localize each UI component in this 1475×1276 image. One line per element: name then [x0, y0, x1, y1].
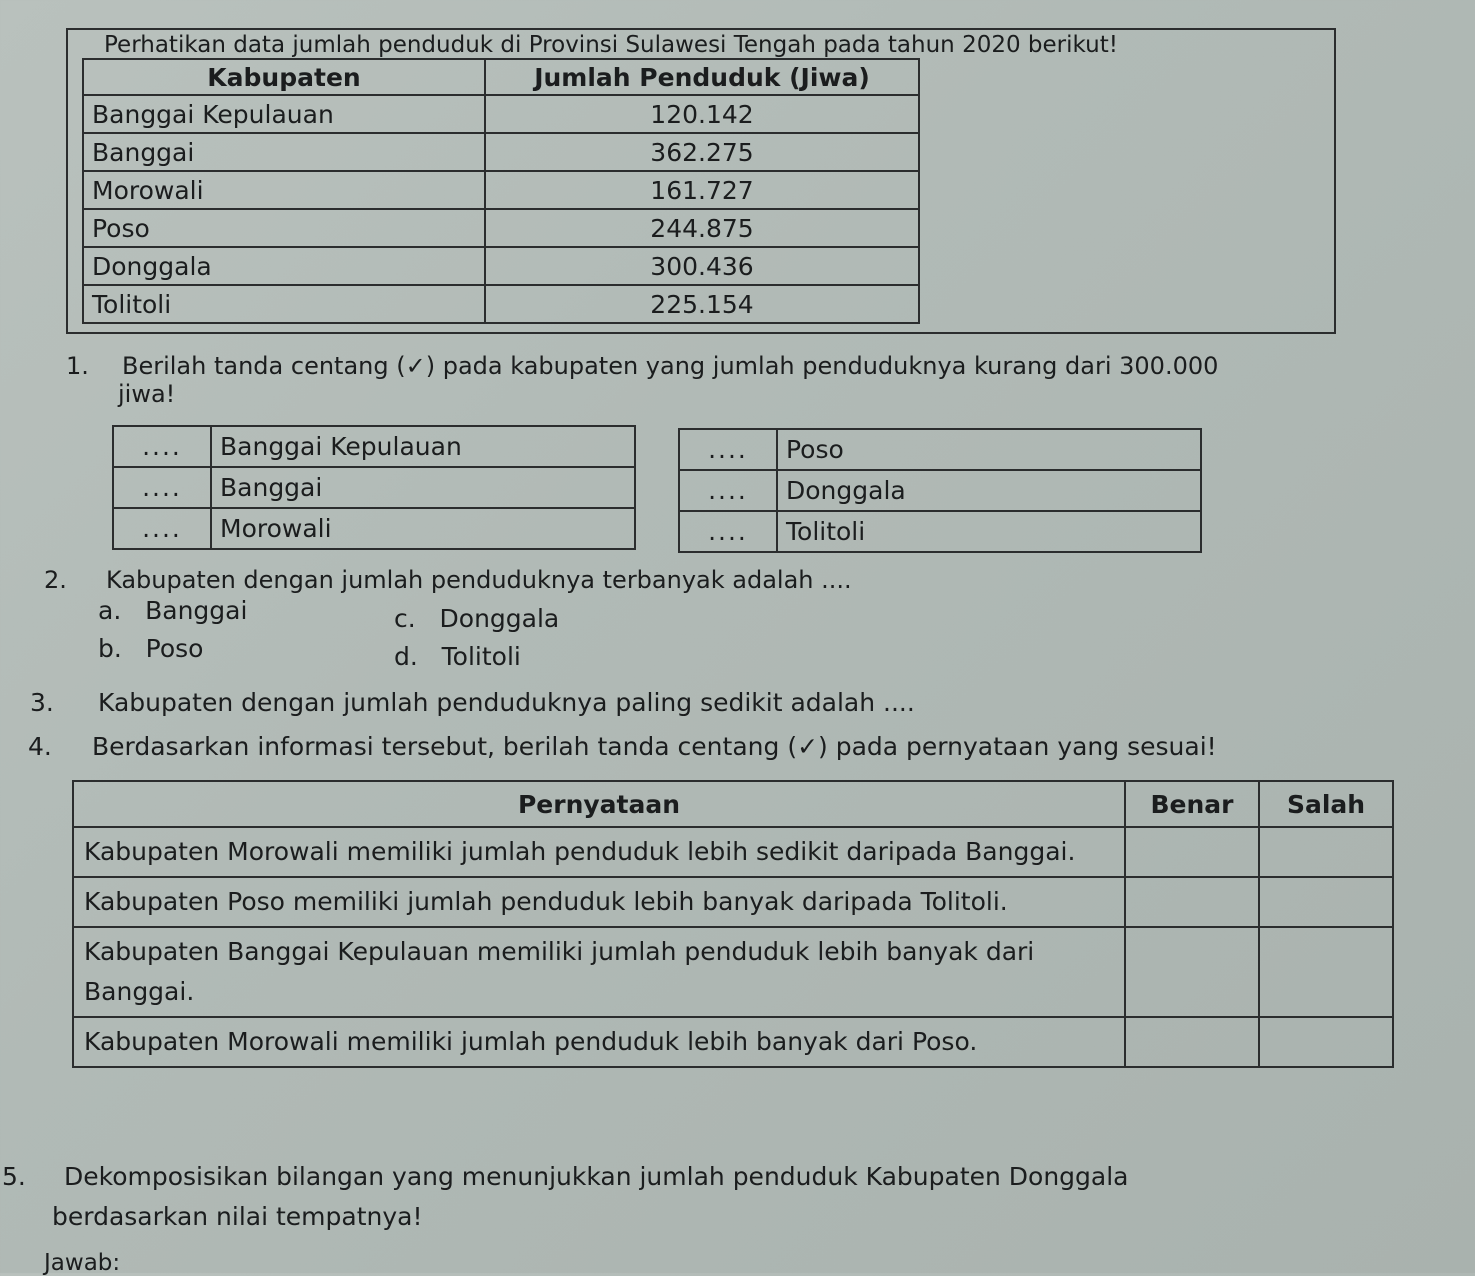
table-row: [83, 171, 919, 209]
q5-text-line2: berdasarkan nilai tempatnya!: [52, 1202, 423, 1231]
penduduk-cell: 300.436: [485, 247, 919, 285]
kabupaten-cell: Banggai: [83, 133, 485, 171]
kabupaten-cell: Tolitoli: [83, 285, 485, 323]
kabupaten-cell: Donggala: [83, 247, 485, 285]
table-row: [113, 426, 635, 467]
intro-text: Perhatikan data jumlah penduduk di Provinsi Sulawesi Tengah pada tahun 2020 berikut!: [104, 32, 1118, 58]
table-row: [73, 827, 1393, 877]
check-box[interactable]: ....: [679, 511, 777, 552]
table-row: [83, 247, 919, 285]
q2-option-c[interactable]: c. Donggala: [394, 604, 560, 633]
benar-box[interactable]: [1125, 1017, 1259, 1067]
table-row: [679, 511, 1201, 552]
q4-number: 4.: [28, 732, 52, 761]
salah-box[interactable]: [1259, 1017, 1393, 1067]
q1-number: 1.: [66, 352, 89, 380]
check-box[interactable]: ....: [113, 426, 211, 467]
salah-box[interactable]: [1259, 827, 1393, 877]
check-box[interactable]: ....: [113, 467, 211, 508]
table-row: [83, 209, 919, 247]
table-row: [113, 467, 635, 508]
check-label: Donggala: [777, 470, 1201, 511]
q1-text-line1: Berilah tanda centang (✓) pada kabupaten yang jumlah penduduknya kurang dari 300.000: [122, 352, 1219, 380]
table-row: [83, 285, 919, 323]
answer-label: Jawab:: [44, 1250, 121, 1276]
statement-cell: Kabupaten Morowali memiliki jumlah penduduk lebih banyak dari Poso.: [73, 1017, 1125, 1067]
q4-text: Berdasarkan informasi tersebut, berilah tanda centang (✓) pada pernyataan yang sesuai!: [92, 732, 1217, 761]
q5-text-line1: Dekomposisikan bilangan yang menunjukkan jumlah penduduk Kabupaten Donggala: [64, 1162, 1129, 1191]
benar-box[interactable]: [1125, 927, 1259, 1017]
q3-text: Kabupaten dengan jumlah penduduknya paling sedikit adalah ....: [98, 688, 915, 717]
table-row: [73, 1017, 1393, 1067]
benar-box[interactable]: [1125, 827, 1259, 877]
salah-box[interactable]: [1259, 877, 1393, 927]
penduduk-cell: 362.275: [485, 133, 919, 171]
header-salah: Salah: [1259, 781, 1393, 827]
check-box[interactable]: ....: [679, 429, 777, 470]
table-row: [73, 927, 1393, 1017]
statement-table-header: [73, 781, 1393, 827]
table-row: [679, 429, 1201, 470]
statement-cell: Kabupaten Morowali memiliki jumlah penduduk lebih sedikit daripada Banggai.: [73, 827, 1125, 877]
check-label: Banggai: [211, 467, 635, 508]
header-benar: Benar: [1125, 781, 1259, 827]
penduduk-cell: 225.154: [485, 285, 919, 323]
header-pernyataan: Pernyataan: [73, 781, 1125, 827]
table-row: [83, 133, 919, 171]
population-table-header: [83, 59, 919, 95]
kabupaten-cell: Morowali: [83, 171, 485, 209]
table-row: [83, 95, 919, 133]
table-row: [73, 877, 1393, 927]
q1-checklist-right: [678, 428, 1202, 553]
header-kabupaten: Kabupaten: [83, 59, 485, 95]
q1-text-line2: jiwa!: [118, 380, 176, 408]
q2-number: 2.: [44, 566, 67, 594]
statement-table: [72, 780, 1394, 1068]
kabupaten-cell: Banggai Kepulauan: [83, 95, 485, 133]
table-row: [679, 470, 1201, 511]
check-label: Tolitoli: [777, 511, 1201, 552]
kabupaten-cell: Poso: [83, 209, 485, 247]
benar-box[interactable]: [1125, 877, 1259, 927]
check-box[interactable]: ....: [113, 508, 211, 549]
check-box[interactable]: ....: [679, 470, 777, 511]
q1-checklist-left: [112, 425, 636, 550]
statement-cell: Kabupaten Poso memiliki jumlah penduduk lebih banyak daripada Tolitoli.: [73, 877, 1125, 927]
q3-number: 3.: [30, 688, 54, 717]
penduduk-cell: 244.875: [485, 209, 919, 247]
q2-option-a[interactable]: a. Banggai: [98, 596, 248, 625]
q2-text: Kabupaten dengan jumlah penduduknya terbanyak adalah ....: [106, 566, 852, 594]
q5-number: 5.: [2, 1162, 26, 1191]
check-label: Poso: [777, 429, 1201, 470]
population-table: [82, 58, 920, 324]
q2-option-b[interactable]: b. Poso: [98, 634, 204, 663]
check-label: Banggai Kepulauan: [211, 426, 635, 467]
penduduk-cell: 120.142: [485, 95, 919, 133]
table-row: [113, 508, 635, 549]
q2-option-d[interactable]: d. Tolitoli: [394, 642, 521, 671]
salah-box[interactable]: [1259, 927, 1393, 1017]
statement-cell: Kabupaten Banggai Kepulauan memiliki jumlah penduduk lebih banyak dari Banggai.: [73, 927, 1125, 1017]
header-jumlah-penduduk: Jumlah Penduduk (Jiwa): [485, 59, 919, 95]
penduduk-cell: 161.727: [485, 171, 919, 209]
check-label: Morowali: [211, 508, 635, 549]
